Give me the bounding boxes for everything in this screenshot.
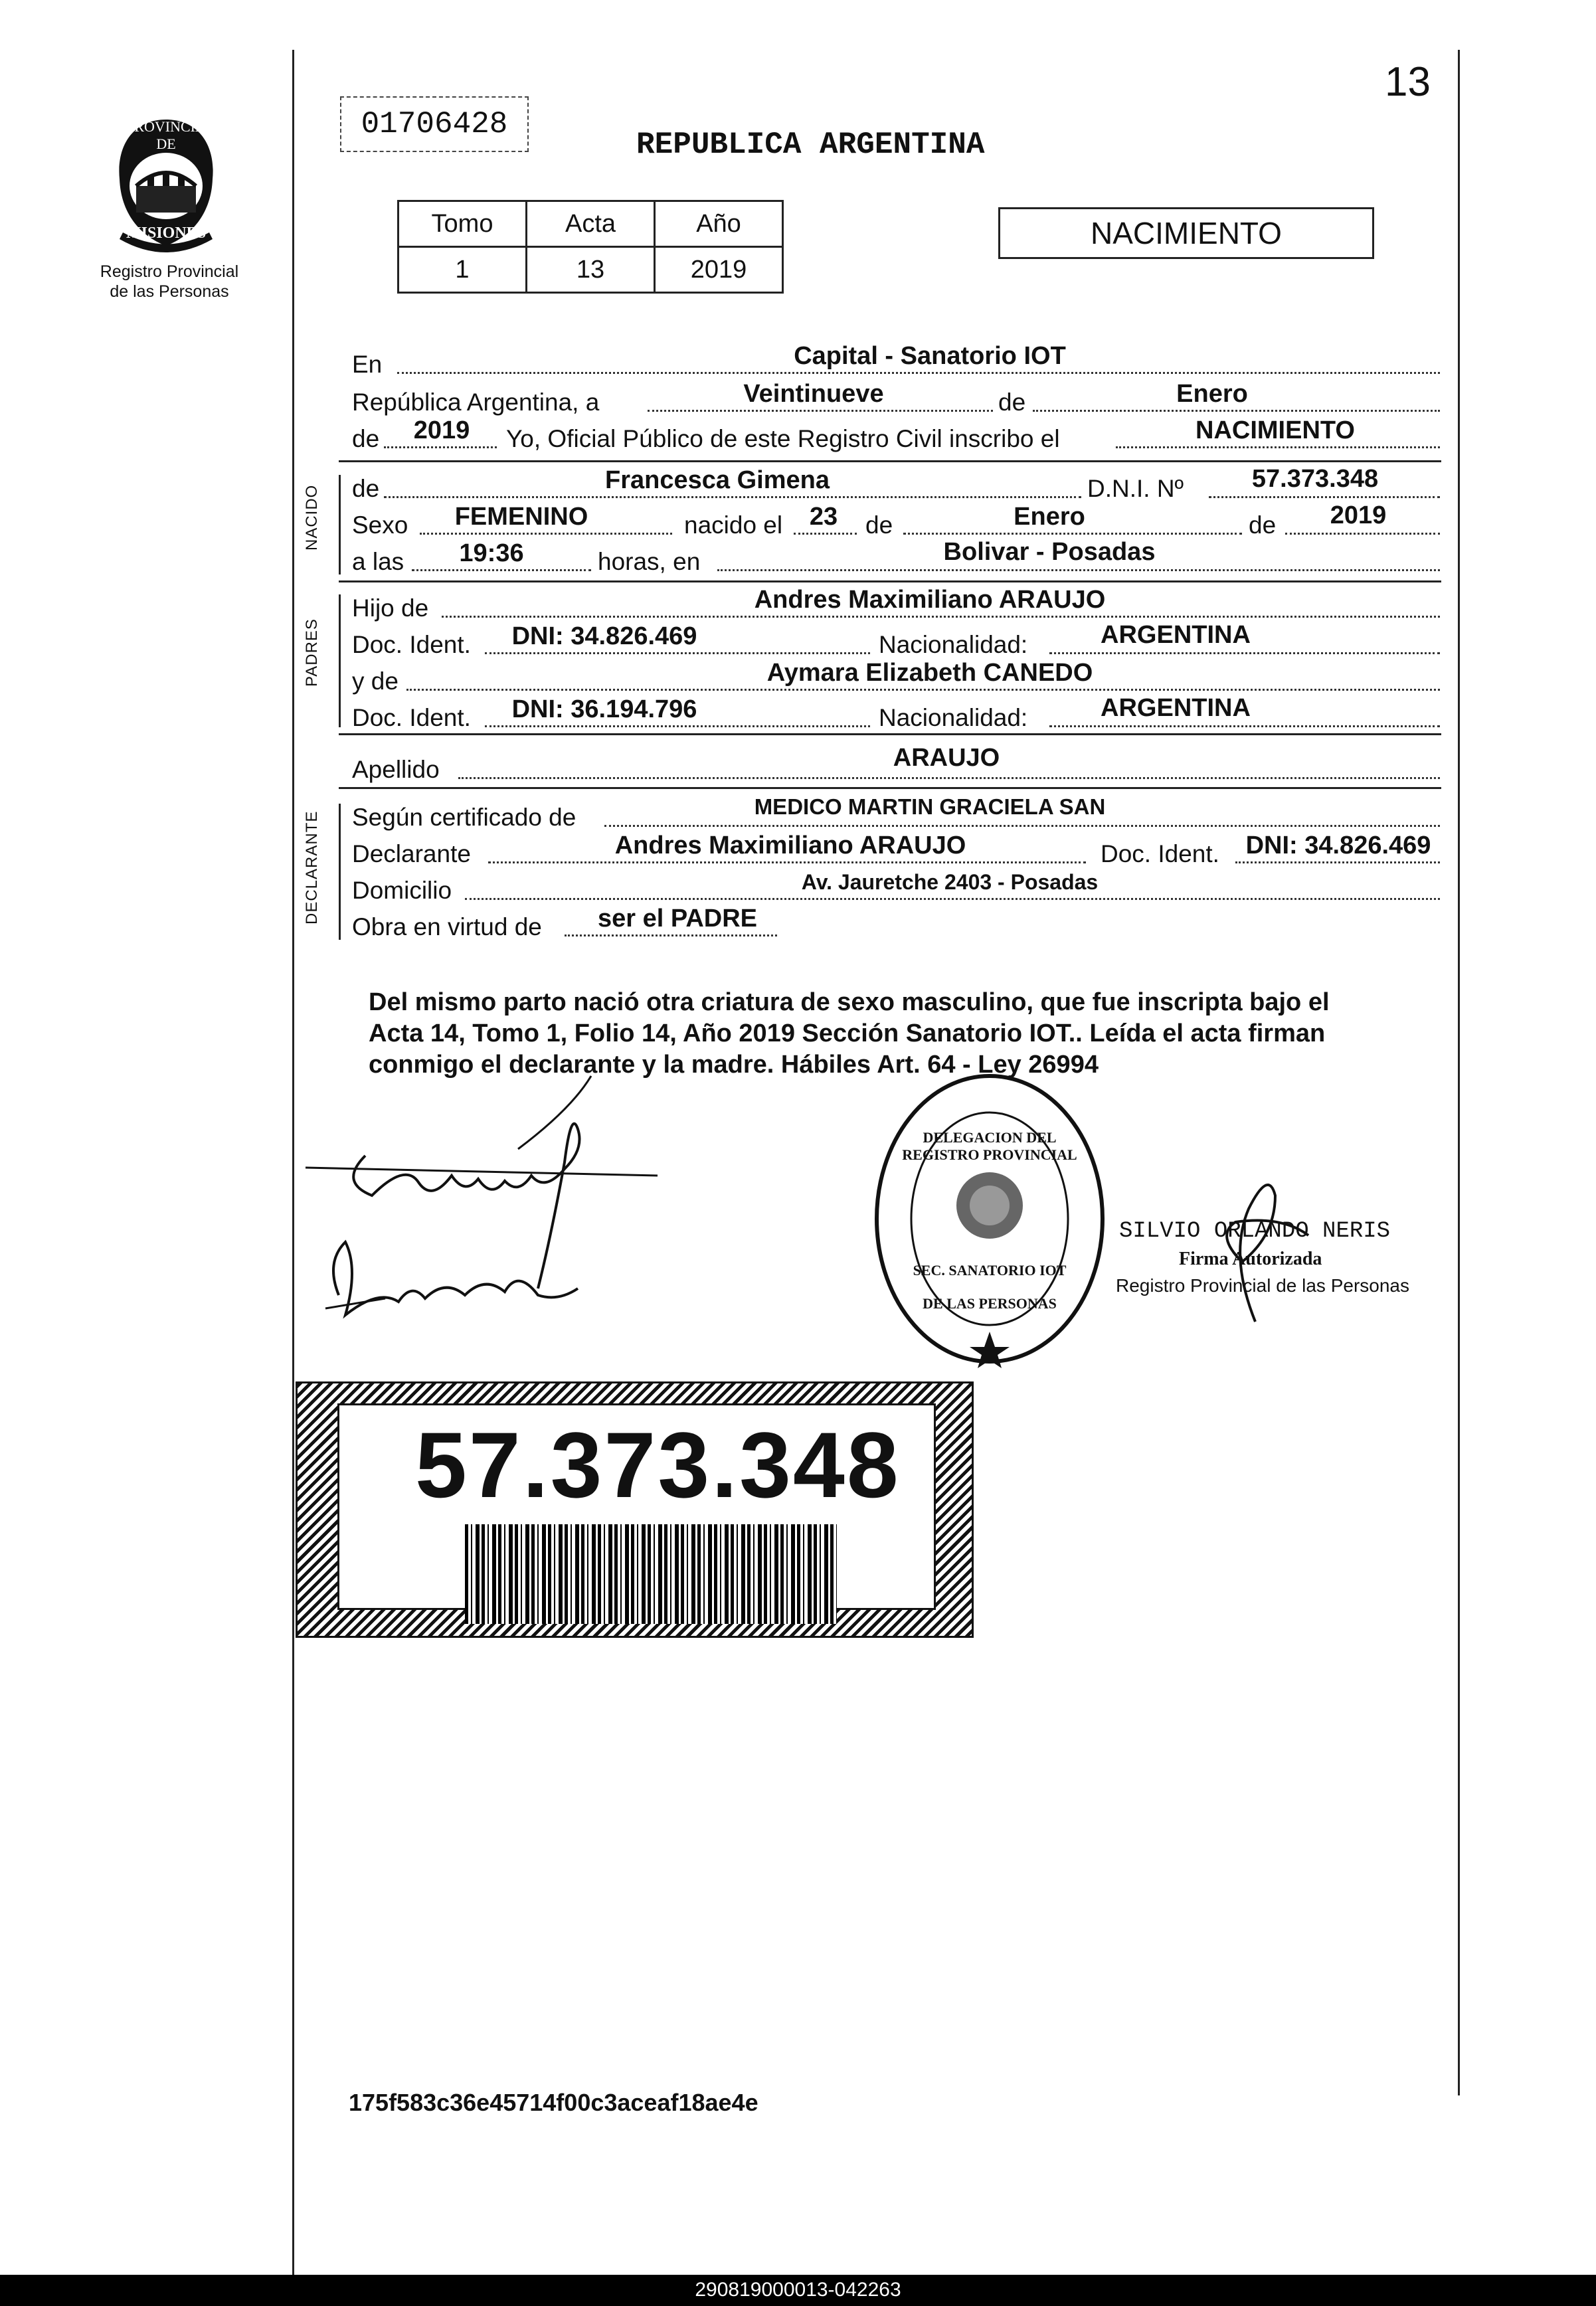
record-header-acta: Acta bbox=[527, 201, 655, 247]
label-obra-virtud: Obra en virtud de bbox=[352, 913, 542, 940]
stamp-ring-top: DELEGACION DEL REGISTRO PROVINCIAL bbox=[902, 1129, 1077, 1163]
note-line-1: Del mismo parto nació otra criatura de sexo masculino, que fue inscripta bajo el bbox=[369, 988, 1330, 1016]
label-doc-ident-3: Doc. Ident. bbox=[1101, 840, 1219, 867]
label-segun-cert: Según certificado de bbox=[352, 804, 576, 831]
right-margin-line bbox=[1458, 50, 1460, 2095]
record-header-tomo: Tomo bbox=[399, 201, 527, 247]
page-number: 13 bbox=[1385, 59, 1431, 105]
value-madre: Aymara Elizabeth CANEDO bbox=[766, 659, 1093, 687]
separator-2 bbox=[339, 580, 1441, 582]
value-padre: Andres Maximiliano ARAUJO bbox=[754, 586, 1106, 614]
dni-barcode bbox=[465, 1524, 837, 1624]
declarante-bracket bbox=[339, 804, 341, 940]
label-doc-ident-2: Doc. Ident. bbox=[352, 704, 471, 731]
label-domicilio: Domicilio bbox=[352, 877, 452, 904]
label-republica: República Argentina, a bbox=[352, 389, 600, 416]
value-mes: Enero bbox=[1176, 380, 1248, 408]
label-nacido-el: nacido el bbox=[684, 511, 783, 539]
padres-bracket bbox=[339, 594, 341, 727]
province-logo bbox=[100, 113, 232, 259]
registry-line-1: Registro Provincial bbox=[100, 262, 239, 281]
logo-bottom-text: MISIONES bbox=[126, 224, 207, 242]
stamp-inner: SEC. SANATORIO IOT bbox=[913, 1262, 1067, 1279]
label-dni-no: D.N.I. Nº bbox=[1087, 475, 1184, 502]
value-declarante: Andres Maximiliano ARAUJO bbox=[614, 832, 966, 859]
doc-type-box: NACIMIENTO bbox=[998, 207, 1374, 259]
label-declarante: Declarante bbox=[352, 840, 471, 867]
serial-stamp: 01706428 bbox=[340, 96, 529, 152]
record-header-anio: Año bbox=[655, 201, 783, 247]
record-table bbox=[397, 200, 784, 294]
value-madre-nac: ARGENTINA bbox=[1101, 694, 1251, 722]
value-tipo-inscripcion: NACIMIENTO bbox=[1196, 416, 1355, 444]
value-declarante-doc: DNI: 34.826.469 bbox=[1245, 832, 1431, 859]
label-sexo: Sexo bbox=[352, 511, 408, 539]
label-y-de: y de bbox=[352, 667, 399, 695]
value-domicilio: Av. Jauretche 2403 - Posadas bbox=[801, 870, 1099, 894]
label-de2: de bbox=[865, 511, 893, 539]
label-horas-en: horas, en bbox=[598, 548, 701, 575]
official-org: Registro Provincial de las Personas bbox=[1116, 1275, 1409, 1296]
value-padre-nac: ARGENTINA bbox=[1101, 621, 1251, 649]
note-line-3: conmigo el declarante y la madre. Hábiles Art. 64 - Ley 26994 bbox=[369, 1051, 1099, 1079]
official-name: SILVIO ORLANDO NERIS bbox=[1119, 1219, 1391, 1244]
label-nacionalidad-2: Nacionalidad: bbox=[879, 704, 1028, 731]
label-de-name: de bbox=[352, 475, 380, 502]
record-value-tomo: 1 bbox=[399, 247, 527, 293]
value-nac-anio: 2019 bbox=[1330, 501, 1387, 529]
label-en: En bbox=[352, 351, 383, 378]
label-nacionalidad-1: Nacionalidad: bbox=[879, 631, 1028, 658]
stamp-ring-bottom: DE LAS PERSONAS bbox=[923, 1295, 1057, 1312]
value-nombre: Francesca Gimena bbox=[605, 466, 830, 494]
separator-4 bbox=[339, 787, 1441, 789]
value-padre-doc: DNI: 34.826.469 bbox=[511, 622, 697, 650]
label-de-year: de bbox=[352, 425, 380, 452]
value-nac-dia: 23 bbox=[809, 503, 838, 531]
label-doc-ident-1: Doc. Ident. bbox=[352, 631, 471, 658]
label-a-las: a las bbox=[352, 548, 404, 575]
label-apellido: Apellido bbox=[352, 756, 440, 783]
side-label-nacido: NACIDO bbox=[303, 484, 321, 551]
label-de-month: de bbox=[998, 389, 1026, 416]
value-apellido: ARAUJO bbox=[893, 744, 1000, 772]
value-lugar: Capital - Sanatorio IOT bbox=[794, 342, 1066, 370]
side-label-declarante: DECLARANTE bbox=[303, 810, 321, 925]
dni-number: 57.373.348 bbox=[415, 1413, 901, 1517]
logo-top-text: PROVINCIA DE bbox=[126, 118, 206, 152]
registry-line-2: de las Personas bbox=[110, 282, 229, 301]
record-value-anio: 2019 bbox=[655, 247, 783, 293]
value-hora: 19:36 bbox=[459, 539, 524, 567]
value-certificado: MEDICO MARTIN GRACIELA SAN bbox=[754, 794, 1106, 819]
label-yo-oficial: Yo, Oficial Público de este Registro Civil inscribo el bbox=[506, 425, 1060, 452]
declarant-signature bbox=[299, 1069, 671, 1335]
separator-1 bbox=[339, 460, 1441, 462]
left-margin-line bbox=[292, 50, 294, 2281]
registry-stamp bbox=[870, 1069, 1109, 1368]
nacido-bracket bbox=[339, 475, 341, 575]
value-dia-letras: Veintinueve bbox=[743, 380, 884, 408]
note-line-2: Acta 14, Tomo 1, Folio 14, Año 2019 Sección Sanatorio IOT.. Leída el acta firman bbox=[369, 1020, 1326, 1047]
document-hash: 175f583c36e45714f00c3aceaf18ae4e bbox=[349, 2089, 758, 2116]
value-dni: 57.373.348 bbox=[1251, 465, 1379, 493]
value-virtud: ser el PADRE bbox=[597, 905, 758, 932]
separator-3 bbox=[339, 733, 1441, 735]
footer-code: 290819000013-042263 bbox=[695, 2279, 901, 2301]
record-value-acta: 13 bbox=[527, 247, 655, 293]
value-madre-doc: DNI: 36.194.796 bbox=[511, 695, 697, 723]
value-nac-mes: Enero bbox=[1014, 503, 1085, 531]
value-lugar-nac: Bolivar - Posadas bbox=[943, 538, 1156, 566]
side-label-padres: PADRES bbox=[303, 618, 321, 687]
label-hijo-de: Hijo de bbox=[352, 594, 429, 622]
document-title: REPUBLICA ARGENTINA bbox=[636, 128, 985, 162]
label-de3: de bbox=[1249, 511, 1277, 539]
value-sexo: FEMENINO bbox=[454, 503, 588, 531]
value-anio: 2019 bbox=[413, 416, 470, 444]
official-title: Firma Autorizada bbox=[1179, 1249, 1322, 1269]
